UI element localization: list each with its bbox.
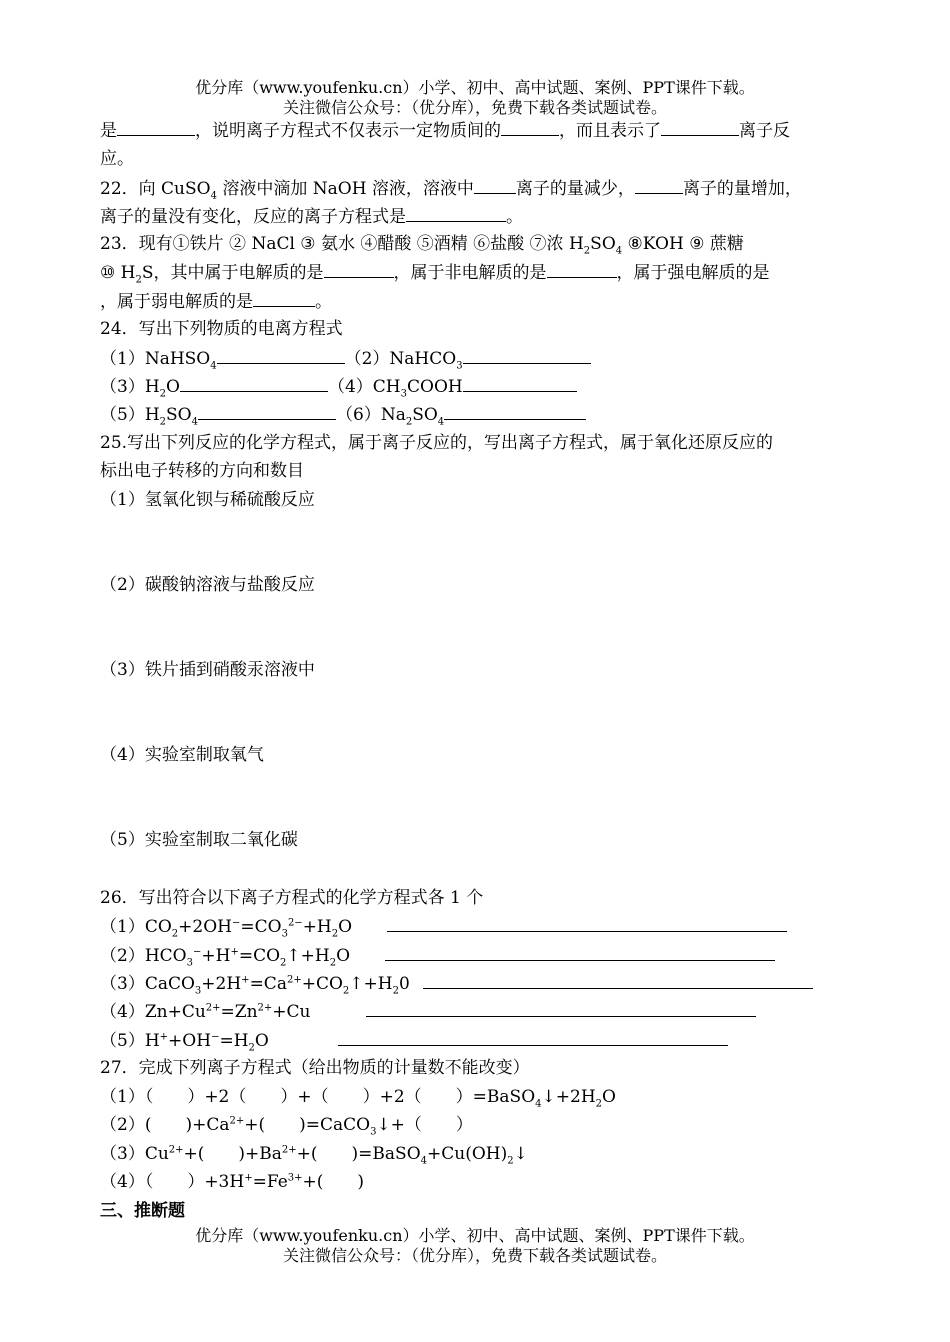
answer-blank[interactable] [338,1028,728,1046]
header-line-1: 优分库（www.youfenku.cn）小学、初中、高中试题、案例、PPT课件下载。 [195,78,755,97]
answer-blank[interactable] [547,260,617,278]
q25-item-3: （3）铁片插到硝酸汞溶液中 [100,660,315,680]
answer-blank[interactable] [180,374,328,392]
q26-eq-4: $(4)Zn+Cu^{2+}=Zn^{2+}+Cu$ [100,999,756,1024]
q21-line-2: 应。 [100,149,134,169]
q26-eq-2: $(2)HCO_3^-+H^+=CO_2↑+H_2O$ [100,943,775,968]
answer-blank[interactable] [501,118,559,136]
answer-blank[interactable] [387,914,787,932]
q25-item-5: （5）实验室制取二氧化碳 [100,830,298,850]
footer-line-2: 关注微信公众号：（优分库），免费下载各类试题试卷。 [282,1246,667,1265]
answer-blank[interactable] [117,118,195,136]
answer-blank[interactable] [635,176,683,194]
q23-line-2: ⑩ $H_2S$，其中属于电解质的是 ，属于非电解质的是 ，属于强电解质的是 [100,260,770,285]
answer-blank[interactable] [474,176,516,194]
q24-row-1: （1）NaHSO$_4$ （2）NaHCO$_3$ [100,346,591,371]
answer-blank[interactable] [463,374,577,392]
q25-item-4: （4）实验室制取氧气 [100,745,264,765]
q25-item-2: （2）碳酸钠溶液与盐酸反应 [100,575,315,595]
q27-eq-1: （1）（ ）+2（ ）+（ ）+2（ ）$=BaSO_4↓+2H_2O$ [100,1087,616,1110]
answer-blank[interactable] [463,346,591,364]
q27-title: 27．完成下列离子方程式（给出物质的计量数不能改变） [100,1058,530,1078]
q25-title-2: 标出电子转移的方向和数目 [100,461,304,481]
q23-line-1: 23．现有①铁片 ② NaCl ③ 氨水 ④醋酸 ⑤酒精 ⑥盐酸 ⑦浓 $H_2SO_4$ ⑧KOH ⑨ 蔗糖 [100,234,744,257]
q27-eq-4: （4）（ ）$+3H^+=Fe^{3+}+$( ) [100,1172,365,1192]
q25-title-1: 25.写出下列反应的化学方程式，属于离子反应的，写出离子方程式，属于氧化还原反应的 [100,433,774,453]
answer-blank[interactable] [198,402,336,420]
answer-blank[interactable] [253,289,315,307]
q26-eq-1: $(1)CO_2+2OH^-=CO_3^{2-}+H_2O$ [100,914,787,939]
q23-line-3: ，属于弱电解质的是 。 [100,289,332,314]
answer-blank[interactable] [423,971,813,989]
answer-blank[interactable] [385,943,775,961]
q25-item-1: （1）氢氧化钡与稀硫酸反应 [100,490,315,510]
q24-title: 24．写出下列物质的电离方程式 [100,319,343,339]
answer-blank[interactable] [406,204,506,222]
q26-eq-3: $(3)CaCO_3+2H^+=Ca^{2+}+CO_2↑+H_20$ [100,971,813,996]
answer-blank[interactable] [366,999,756,1017]
answer-blank[interactable] [324,260,394,278]
q22-line-1: 22．向 CuSO$_4$ 溶液中滴加 NaOH 溶液，溶液中 离子的量减少， 离子的量增加， [100,176,802,201]
section-heading: 三、推断题 [100,1201,185,1221]
q27-eq-2: （2）( )$+Ca^{2+}+$( )=CaCO$_3$↓+（ ） [100,1115,473,1138]
footer-line-1: 优分库（www.youfenku.cn）小学、初中、高中试题、案例、PPT课件下载。 [195,1226,755,1245]
q27-eq-3: $(3)Cu^{2+}+$( )$+Ba^{2+}+$( )$=BaSO_4+Cu(OH)_2↓$ [100,1144,528,1167]
q26-eq-5: $(5)H^++OH^-=H_2O$ [100,1028,728,1053]
header-line-2: 关注微信公众号：（优分库），免费下载各类试题试卷。 [282,98,667,117]
answer-blank[interactable] [661,118,739,136]
q22-line-2: 离子的量没有变化，反应的离子方程式是 。 [100,204,523,229]
q24-row-3: $(5)H_2SO_4$ $(6)Na_2SO_4$ [100,402,586,427]
q24-row-2: $(3)H_2O$ $(4)CH_3COOH$ [100,374,577,399]
answer-blank[interactable] [217,346,345,364]
q26-title: 26．写出符合以下离子方程式的化学方程式各 1 个 [100,888,484,908]
q21-line-1: 是 ，说明离子方程式不仅表示一定物质间的 ，而且表示了 离子反 [100,118,790,143]
answer-blank[interactable] [444,402,586,420]
